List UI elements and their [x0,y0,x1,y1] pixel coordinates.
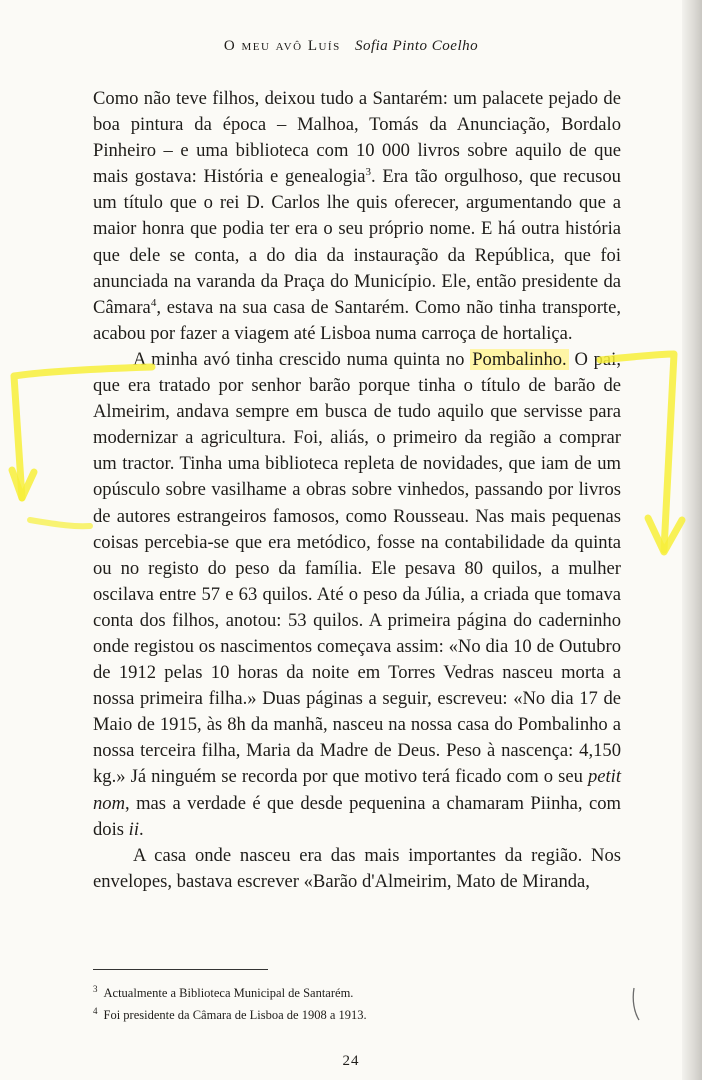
paragraph-1: Como não teve filhos, deixou tudo a Santarém: um palacete pejado de boa pintura da época – Malhoa, Tomás da Anunciação, Bordalo Pinheiro – e uma biblioteca com 10 000 livros sobre aquilo de que mais gostava: História e genealogia$^3$. Era tão orgulhoso, que recusou um título que o rei D. Carlos lhe quis oferecer, argumentando que a maior honra que podia ter era o seu próprio nome. E há outra história que dele se conta, a do dia da instauração da República, que foi anunciada na varanda da Praça do Município. Ele, então presidente da Câmara$^4$, estava na sua casa de Santarém. Como não tinha transporte, acabou por fazer a viagem até Lisboa numa carroça de hortaliça. [93,88,621,344]
left-arrow-underline [30,520,90,526]
footnote-3 [93,980,621,1002]
book-title: O meu avô Luís [223,38,341,54]
body-text [93,86,621,895]
footnote-text: Actualmente a Biblioteca Municipal de Santarém. [103,986,354,1001]
author-name: Sofia Pinto Coelho [354,38,479,54]
paragraph-3: A casa onde nasceu era das mais importantes da região. Nos envelopes, bastava escrever «Barão d'Almeirim, Mato de Miranda, [93,844,621,892]
footnote-ref-3: 3 [365,166,372,179]
page-gutter-shadow [682,0,702,1080]
paragraph-2: A minha avó tinha crescido numa quinta no Pombalinho. O pai, que era tratado por senhor barão porque tinha o título de barão de Almeirim, andava sempre em busca de tudo aquilo que servisse para modernizar a agricultura. Foi, aliás, o primeiro da região a comprar um tractor. Tinha uma biblioteca repleta de novidades, que iam de um opúsculo sobre vasilhame a obras sobre vinhedos, passando por livros de autores estrangeiros famosos, como Rousseau. Nas mais pequenas coisas percebia-se que era metódico, fosse na contabilidade da quinta ou no registo do peso da família. Ele pesava 80 quilos, a mulher oscilava entre 57 e 63 quilos. Até o peso da Júlia, a criada que tomava conta dos filhos, anotou: 53 quilos. A primeira página do caderninho onde registou os nascimentos começava assim: «No dia 10 de Outubro de 1912 pelas 10 horas da noite em Torres Vedras nasceu morta a nossa primeira filha.» Duas páginas a seguir, escreveu: «No dia 17 de Maio de 1915, às 8h da manhã, nasceu na nossa casa do Pombalinho a nossa terceira filha, Maria da Madre de Deus. Peso à nascença: 4,150 kg.» Já ninguém se recorda por que motivo terá ficado com o seu petit nom, mas a verdade é que desde pequenina a chamaram Piinha, com dois ii. [93,348,621,840]
footnote-divider [93,969,268,970]
footnote-text: Foi presidente da Câmara de Lisboa de 1908 a 1913. [103,1008,367,1023]
footnote-number: 3 [93,984,98,994]
italic-letters: ii [128,818,139,840]
italic-phrase: petit nom [93,766,621,814]
highlighted-word: Pombalinho. [472,348,567,370]
left-arrow-head [12,470,34,498]
margin-tick [633,988,639,1020]
running-head [0,38,702,55]
footnotes [93,980,621,1024]
footnote-4 [93,1002,621,1024]
footnote-ref-4: 4 [150,296,157,309]
page-number: 24 [342,1053,360,1069]
footnote-number: 4 [93,1006,98,1017]
right-arrow-head [648,518,682,552]
